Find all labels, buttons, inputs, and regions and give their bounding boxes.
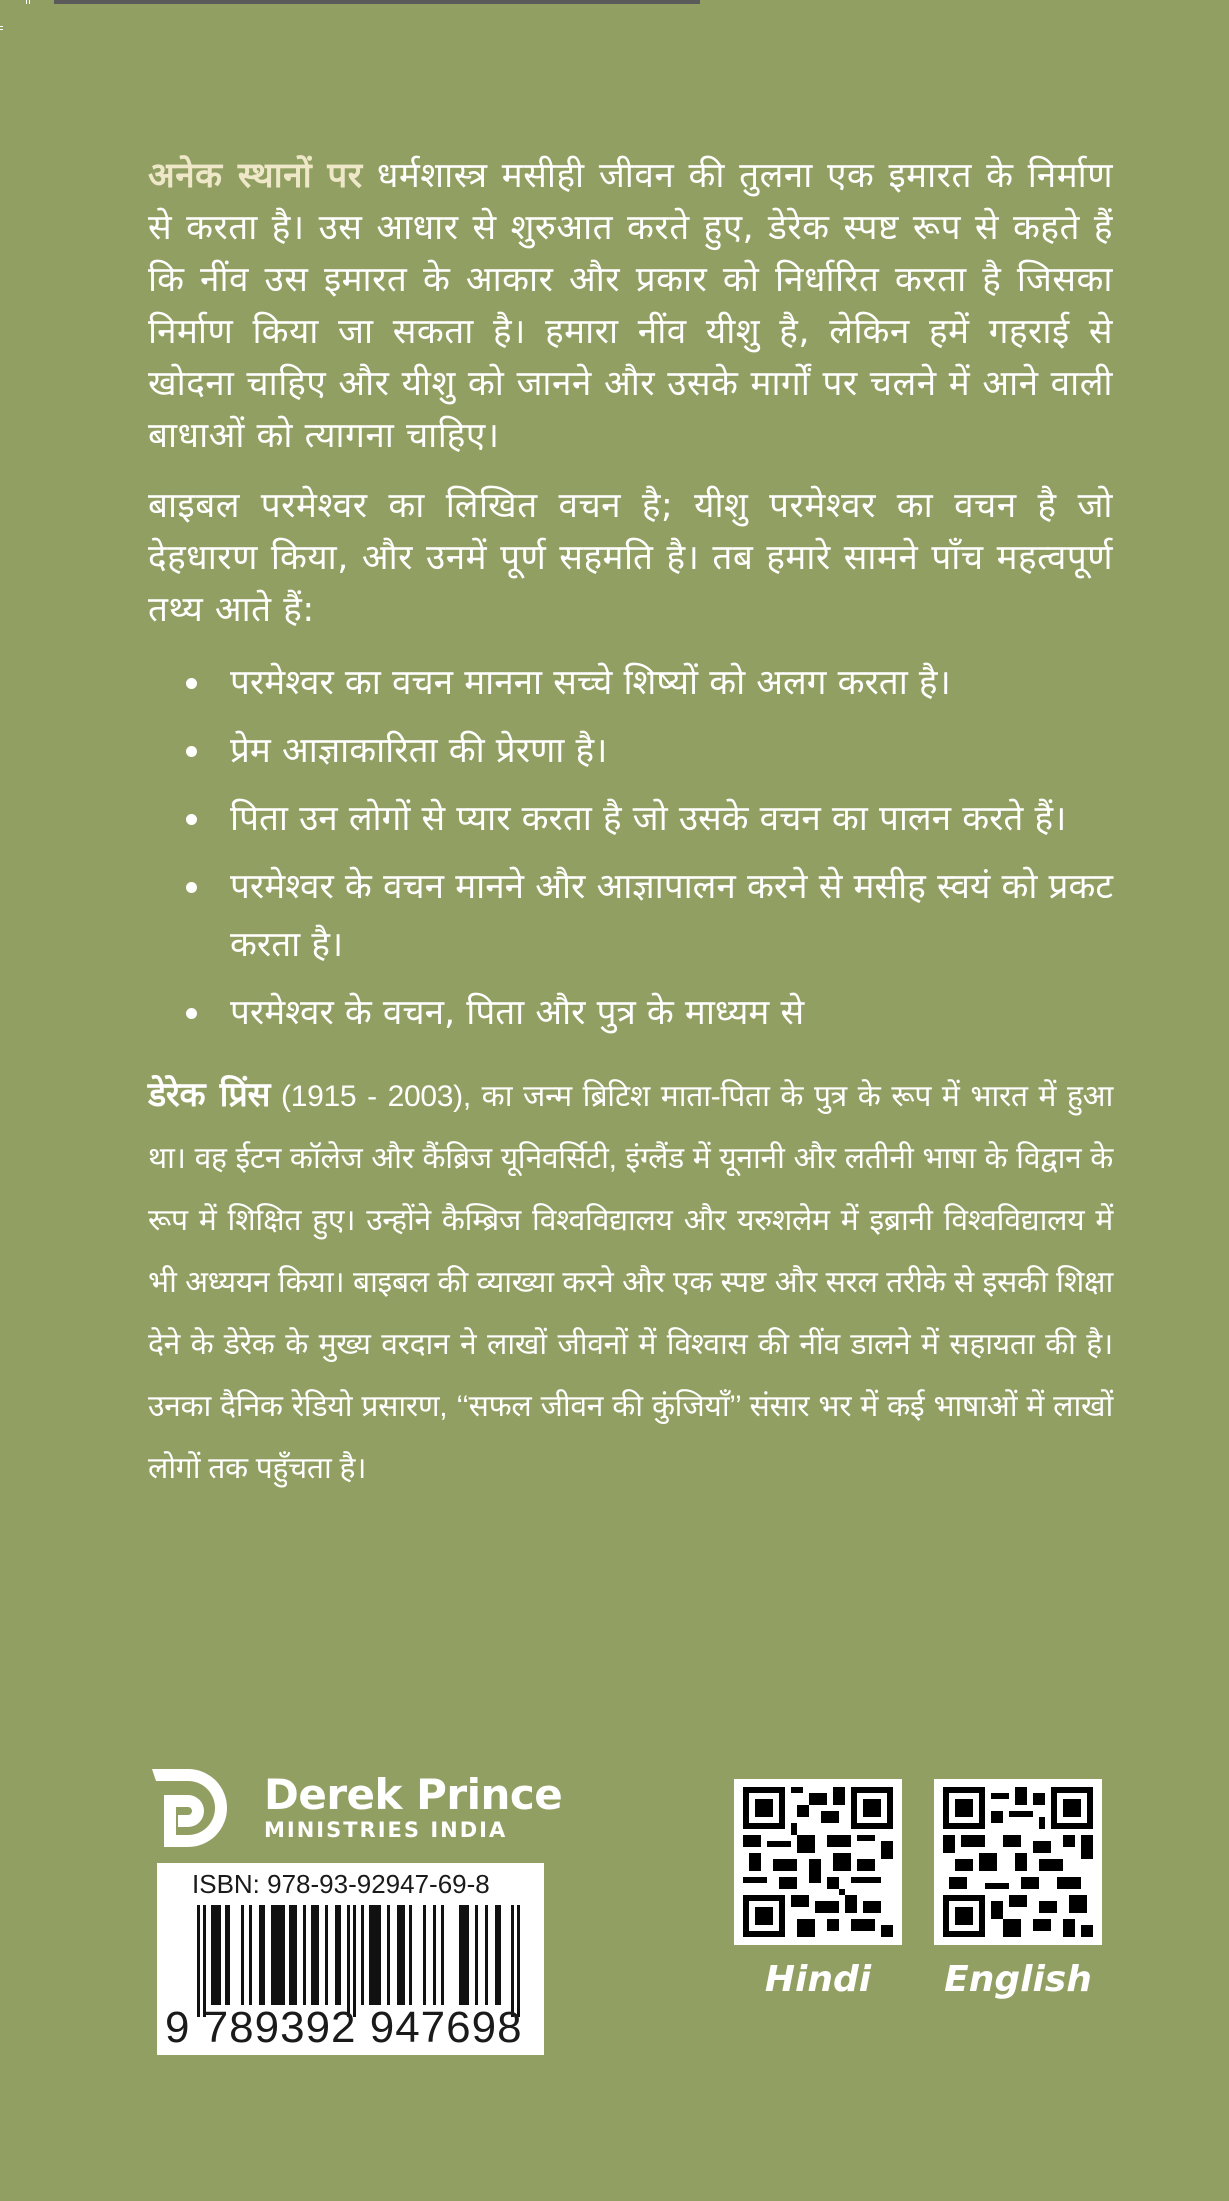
intro-text: धर्मशास्त्र मसीही जीवन की तुलना एक इमारत के निर्माण से करता है। उस आधार से शुरुआत करते हुए, डेरेक स्पष्ट रूप से कहते हैं कि नींव उस इमारत के आकार और प्रकार को निर्धारित करता है जिसका निर्माण किया जा सकता है। हमारा नींव यीशु है, लेकिन हमें गहराई से खोदना चाहिए और यीशु को जानने और उसके मार्गों पर चलने में आने वाली बाधाओं को त्यागना चाहिए।	[148, 156, 1113, 456]
list-item	[148, 858, 1113, 974]
list-item	[148, 984, 1113, 1042]
barcode-bars-icon	[197, 1905, 527, 2017]
isbn-barcode	[157, 1863, 544, 2055]
list-item	[148, 722, 1113, 780]
facts-list	[148, 654, 1113, 1042]
intro-paragraph	[148, 150, 1113, 462]
crop-mark	[0, 26, 3, 30]
bullet-icon	[186, 1008, 197, 1019]
crop-mark	[26, 0, 30, 4]
fact-text: परमेश्वर के वचन, पिता और पुत्र के माध्यम से	[230, 993, 805, 1033]
publisher-name: Derek Prince	[264, 1770, 563, 1819]
fact-text: प्रेम आज्ञाकारिता की प्रेरणा है।	[230, 731, 608, 771]
fact-text: परमेश्वर का वचन मानना सच्चे शिष्यों को अलग करता है।	[230, 663, 951, 703]
bio-text: (1915 - 2003), का जन्म ब्रिटिश माता-पिता के पुत्र के रूप में भारत में हुआ था। वह ईटन कॉलेज और कैंब्रिज यूनिवर्सिटी, इंग्लैंड में यूनानी और लतीनी भाषा के विद्वान के रूप में शिक्षित हुए। उन्होंने कैम्ब्रिज विश्वविद्यालय और यरुशलेम में इब्रानी विश्वविद्यालय में भी अध्ययन किया। बाइबल की व्याख्या करने और एक स्पष्ट और सरल तरीके से इसकी शिक्षा देने के डेरेक के मुख्य वरदान ने लाखों जीवनों में विश्वास की नींव डालने में सहायता की है। उनका दैनिक रेडियो प्रसारण, ‘‘सफल जीवन की कुंजियाँ’’ संसार भर में कई भाषाओं में लाखों लोगों तक पहुँचता है।	[148, 1080, 1113, 1485]
bullet-icon	[186, 814, 197, 825]
top-trim-bar	[54, 0, 700, 4]
publisher-subtitle: MINISTRIES INDIA	[264, 1818, 508, 1842]
isbn-label: ISBN: 978-93-92947-69-8	[192, 1869, 490, 1899]
second-paragraph: बाइबल परमेश्वर का लिखित वचन है; यीशु परमेश्वर का वचन है जो देहधारण किया, और उनमें पूर्ण सहमति है। तब हमारे सामने पाँच महत्वपूर्ण तथ्य आते हैं:	[148, 486, 1113, 630]
author-name: डेरेक प्रिंस	[148, 1075, 271, 1115]
bullet-icon	[186, 678, 197, 689]
qr-code-icon	[743, 1787, 893, 1937]
qr-label-hindi: Hindi	[764, 1959, 872, 2000]
barcode-number: 9 789392 947698	[165, 2003, 523, 2052]
qr-code-icon	[943, 1787, 1093, 1937]
intro-lead: अनेक स्थानों पर	[148, 155, 363, 196]
list-item	[148, 790, 1113, 848]
fact-text: परमेश्वर के वचन मानने और आज्ञापालन करने से मसीह स्वयं को प्रकट करता है।	[230, 867, 1113, 965]
fact-text: पिता उन लोगों से प्यार करता है जो उसके वचन का पालन करते हैं।	[230, 799, 1067, 839]
qr-code-hindi[interactable]	[734, 1779, 902, 2000]
bullet-icon	[186, 746, 197, 757]
list-item	[148, 654, 1113, 712]
qr-label-english: English	[944, 1959, 1092, 2000]
author-bio	[148, 1064, 1113, 1500]
dp-monogram-icon	[150, 1767, 230, 1849]
bullet-icon	[186, 882, 197, 893]
qr-code-english[interactable]	[934, 1779, 1102, 2000]
publisher-logo	[150, 1767, 562, 1849]
back-cover-text	[148, 150, 1113, 1530]
